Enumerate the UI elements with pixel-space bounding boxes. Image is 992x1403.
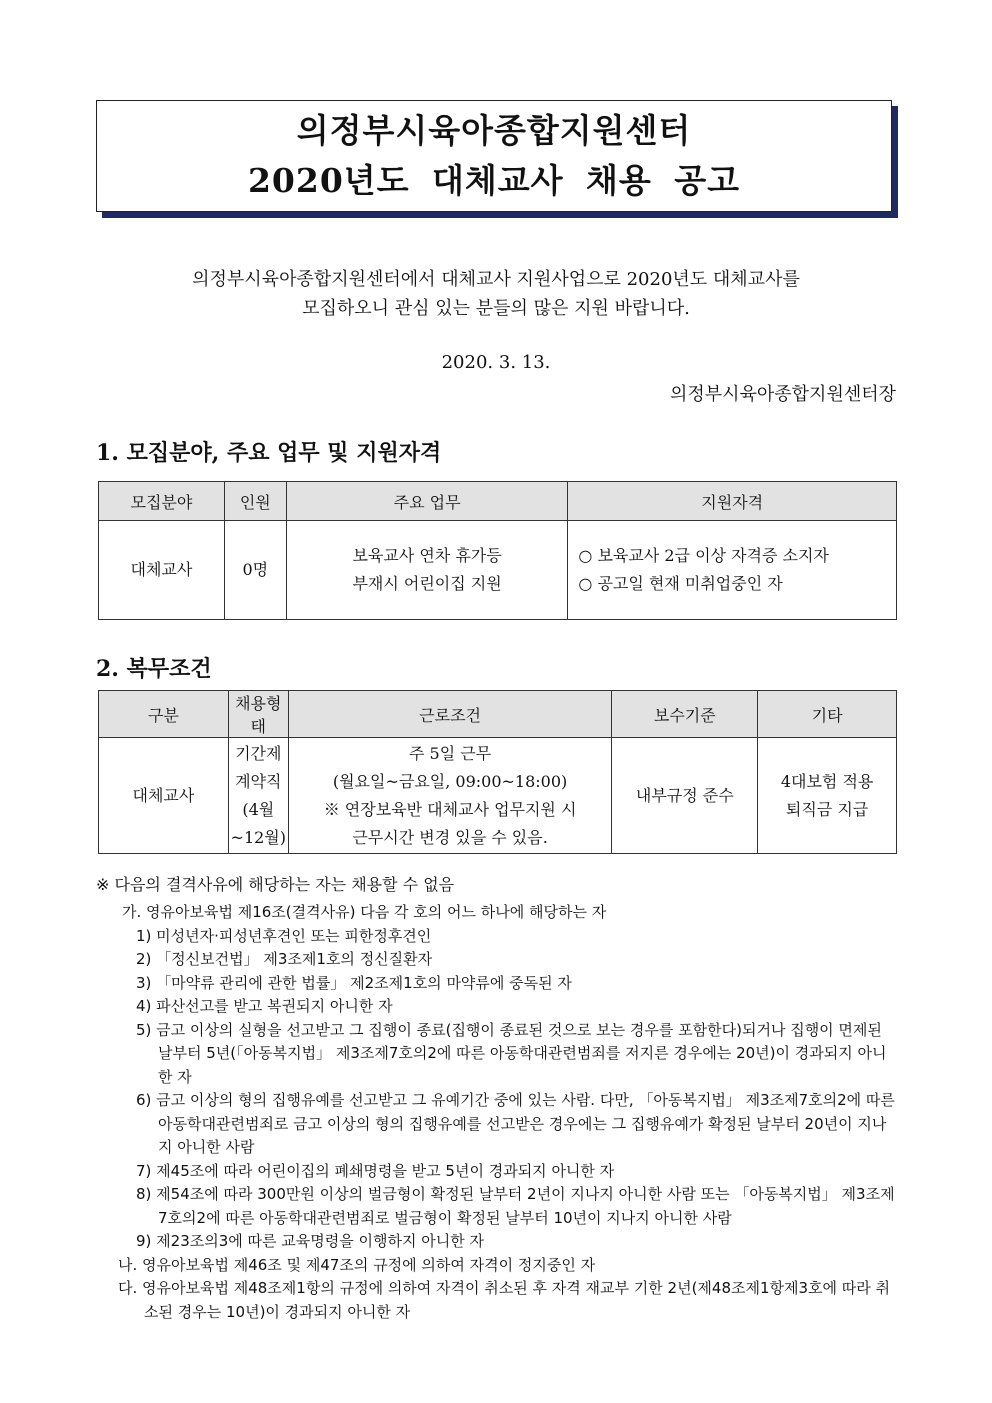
cell-conditions — [288, 738, 612, 854]
notes-na: 나. 영유아보육법 제46조 및 제47조의 규정에 의하여 자격이 정지중인 자 — [118, 1255, 596, 1274]
notes-da: 다. 영유아보육법 제48조제1항의 규정에 의하여 자격이 취소된 후 자격 재교부 기한 2년(제48조제1항제3호에 따라 취소된 경우는 10년)이 경과되지 아니한 자 — [118, 1279, 891, 1321]
cell-type: 대체교사 — [99, 738, 229, 854]
recruitment-table — [98, 481, 897, 620]
cond-line-1: 주 5일 근무 — [408, 743, 492, 763]
notes-item-3: 3) 「마약류 관리에 관한 법률」 제2조제1호의 마약류에 중독된 자 — [136, 973, 572, 992]
intro-line-2: 모집하오니 관심 있는 분들의 많은 지원 바랍니다. — [302, 298, 690, 319]
employ-line-2: 계약직 — [235, 771, 282, 791]
header-count: 인원 — [224, 482, 286, 521]
table-row — [99, 521, 897, 620]
header-field: 모집분야 — [99, 482, 225, 521]
section-1-title: 1. 모집분야, 주요 업무 및 지원자격 — [96, 440, 442, 466]
header-type: 구분 — [99, 691, 229, 738]
cell-count: 0명 — [224, 521, 286, 620]
cond-line-3: ※ 연장보육반 대체교사 업무지원 시 — [323, 799, 577, 819]
notes-item-2: 2) 「정신보건법」 제3조제1호의 정신질환자 — [136, 950, 433, 968]
cell-duty — [286, 521, 568, 620]
etc-line-1: 4대보험 적용 — [780, 771, 874, 791]
employ-line-1: 기간제 — [235, 743, 282, 763]
announcement-date: 2020. 3. 13. — [441, 352, 551, 373]
cond-line-2: (월요일~금요일, 09:00~18:00) — [332, 771, 568, 791]
cond-line-4: 근무시간 변경 있을 수 있음. — [352, 827, 548, 847]
header-employment: 채용형태 — [228, 691, 288, 738]
disqualification-notes — [96, 872, 898, 1324]
cell-etc — [758, 738, 897, 854]
table-header-row — [99, 482, 897, 521]
header-duty: 주요 업무 — [286, 482, 568, 521]
section-2-title: 2. 복무조건 — [96, 656, 212, 682]
notes-item-1: 1) 미성년자·피성년후견인 또는 피한정후견인 — [136, 926, 432, 945]
title-box — [96, 100, 892, 212]
notes-item-8: 8) 제54조에 따라 300만원 이상의 벌금형이 확정된 날부터 2년이 지나지 아니한 사람 또는 「아동복지법」 제3조제7호의2에 따른 아동학대관련범죄로 벌금형이 확정된 날부터 10년이 지나지 아니한 사람 — [136, 1185, 895, 1227]
qual-line-2: ○ 공고일 현재 미취업중인 자 — [578, 574, 783, 593]
header-etc: 기타 — [758, 691, 897, 738]
intro-line-1: 의정부시육아종합지원센터에서 대체교사 지원사업으로 2020년도 대체교사를 — [192, 269, 800, 290]
notes-item-5: 5) 금고 이상의 실형을 선고받고 그 집행이 종료(집행이 종료된 것으로 보는 경우를 포함한다)되거나 집행이 면제된 날부터 5년(「아동복지법」 제3조제7호의2에 따른 아동학대관련범죄를 저지른 경우에는 20년)이 경과되지 아니한 자 — [136, 1020, 887, 1086]
conditions-table — [98, 690, 897, 854]
issuer: 의정부시육아종합지원센터장 — [669, 384, 896, 405]
title-line-1: 의정부시육아종합지원센터 — [296, 111, 692, 150]
title-line-2: 2020년도 대체교사 채용 공고 — [247, 161, 741, 200]
duty-line-1: 보육교사 연차 휴가등 — [352, 546, 502, 565]
notes-heading: ※ 다음의 결격사유에 해당하는 자는 채용할 수 없음 — [96, 875, 455, 894]
notes-item-7: 7) 제45조에 따라 어린이집의 폐쇄명령을 받고 5년이 경과되지 아니한 자 — [136, 1161, 615, 1180]
table-header-row — [99, 691, 897, 738]
cell-field: 대체교사 — [99, 521, 225, 620]
table-row — [99, 738, 897, 854]
duty-line-2: 부재시 어린이집 지원 — [352, 574, 502, 593]
notes-item-4: 4) 파산선고를 받고 복권되지 아니한 자 — [136, 997, 393, 1015]
etc-line-2: 퇴직금 지급 — [785, 799, 869, 819]
notes-ga: 가. 영유아보육법 제16조(결격사유) 다음 각 호의 어느 하나에 해당하는 자 — [122, 903, 607, 921]
header-qualification: 지원자격 — [568, 482, 897, 521]
cell-employment — [228, 738, 288, 854]
cell-qualification — [568, 521, 897, 620]
employ-line-3: (4월~12월) — [230, 799, 286, 847]
header-pay: 보수기준 — [612, 691, 758, 738]
cell-pay: 내부규정 준수 — [612, 738, 758, 854]
header-conditions: 근로조건 — [288, 691, 612, 738]
notes-item-6: 6) 금고 이상의 형의 집행유예를 선고받고 그 유예기간 중에 있는 사람. 다만, 「아동복지법」 제3조제7호의2에 따른 아동학대관련범죄로 금고 이상의 형의 집행유예를 선고받은 경우에는 그 집행유예가 확정된 날부터 20년이 지나지 아니한 사람 — [136, 1091, 895, 1156]
notes-item-9: 9) 제23조의3에 따른 교육명령을 이행하지 아니한 자 — [136, 1232, 484, 1250]
qual-line-1: ○ 보육교사 2급 이상 자격증 소지자 — [578, 546, 829, 565]
